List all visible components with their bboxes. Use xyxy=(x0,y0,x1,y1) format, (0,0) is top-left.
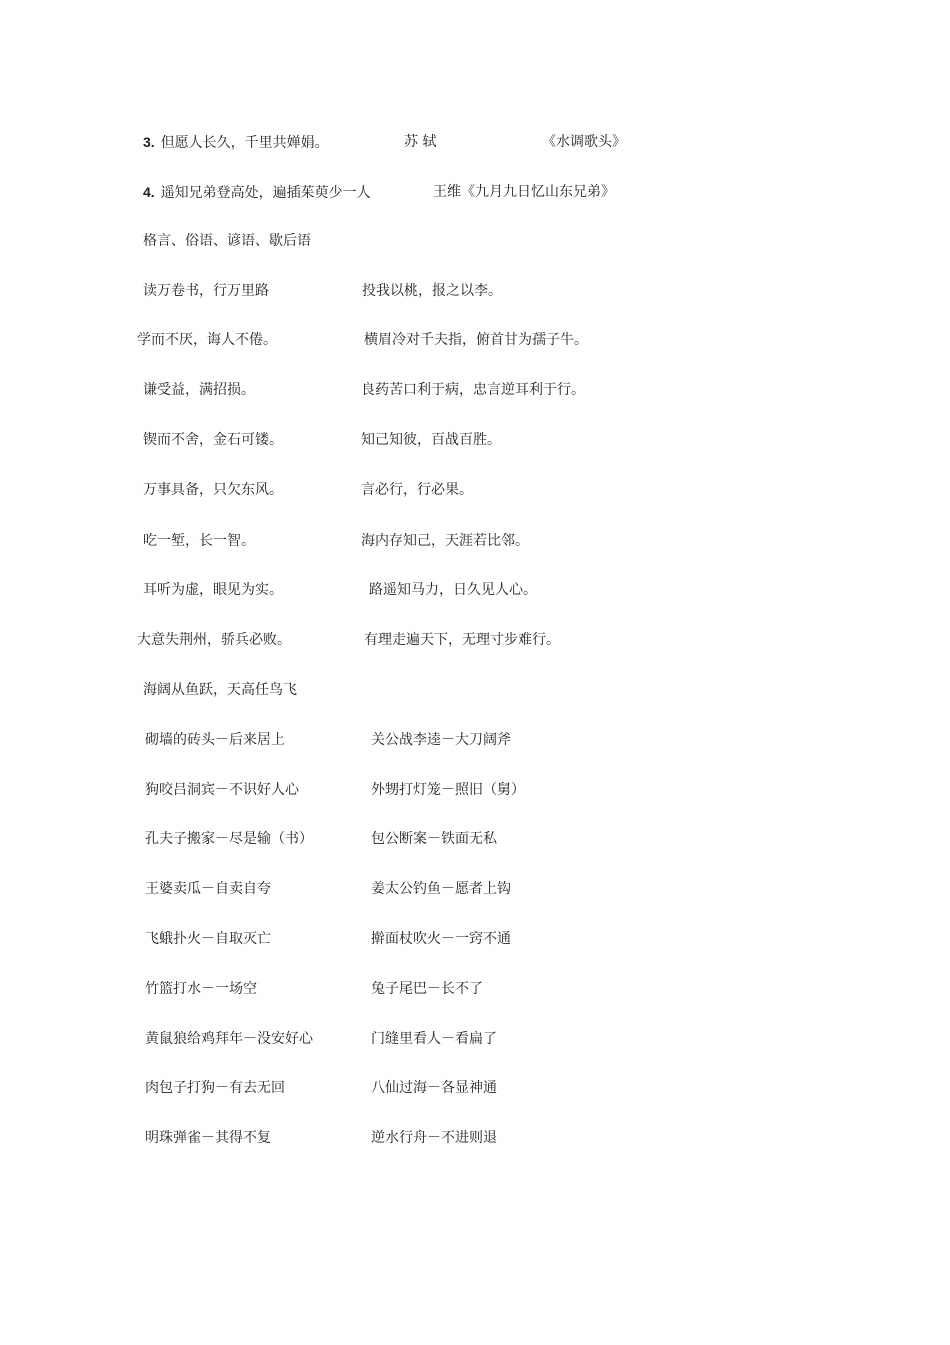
poem-text: 但愿人长久，千里共婵娟。 xyxy=(160,135,329,151)
xiehouyu-right: 外甥打灯笼－照旧（舅） xyxy=(371,782,525,798)
proverb-left: 谦受益，满招损。 xyxy=(143,382,255,398)
proverb-right: 路遥知马力，日久见人心。 xyxy=(369,582,537,598)
proverb-left: 大意失荆州，骄兵必败。 xyxy=(137,632,291,648)
proverb-left: 读万卷书，行万里路 xyxy=(143,283,269,299)
proverb-right: 言必行，行必果。 xyxy=(361,482,473,498)
poem-number: 3. xyxy=(143,134,155,150)
poem-line-3 xyxy=(143,133,329,152)
poem-text: 遥知兄弟登高处，遍插茱萸少一人 xyxy=(160,185,371,201)
poem-line-4 xyxy=(143,183,371,202)
proverb-right: 横眉冷对千夫指，俯首甘为孺子牛。 xyxy=(364,332,588,348)
proverb-right: 有理走遍天下，无理寸步难行。 xyxy=(364,632,560,648)
xiehouyu-left: 明珠弹雀－其得不复 xyxy=(145,1130,271,1146)
proverb-left: 学而不厌，诲人不倦。 xyxy=(137,332,277,348)
xiehouyu-left: 竹篮打水－一场空 xyxy=(145,981,257,997)
poem-author: 苏 轼 xyxy=(404,134,437,150)
poem-work: 《九月九日忆山东兄弟》 xyxy=(461,184,615,200)
xiehouyu-left: 黄鼠狼给鸡拜年－没安好心 xyxy=(145,1031,313,1047)
proverb-left: 耳听为虚，眼见为实。 xyxy=(143,582,283,598)
proverb-left: 海阔从鱼跃，天高任鸟飞 xyxy=(143,682,297,698)
xiehouyu-right: 八仙过海－各显神通 xyxy=(371,1080,497,1096)
xiehouyu-right: 姜太公钓鱼－愿者上钩 xyxy=(371,881,511,897)
xiehouyu-left: 飞蛾扑火－自取灭亡 xyxy=(145,931,271,947)
xiehouyu-right: 逆水行舟－不进则退 xyxy=(371,1130,497,1146)
xiehouyu-left: 孔夫子搬家－尽是输（书） xyxy=(145,831,313,847)
section-title: 格言、俗语、谚语、歇后语 xyxy=(143,233,311,249)
xiehouyu-right: 兔子尾巴－长不了 xyxy=(371,981,483,997)
proverb-right: 海内存知己，天涯若比邻。 xyxy=(361,533,529,549)
proverb-left: 万事具备，只欠东风。 xyxy=(143,482,283,498)
xiehouyu-left: 狗咬吕洞宾－不识好人心 xyxy=(145,782,299,798)
proverb-left: 锲而不舍，金石可镂。 xyxy=(143,432,283,448)
poem-author-work xyxy=(433,183,615,201)
poem-author: 王维 xyxy=(433,184,461,200)
xiehouyu-right: 关公战李逵－大刀阔斧 xyxy=(371,732,511,748)
poem-number: 4. xyxy=(143,184,155,200)
xiehouyu-left: 王婆卖瓜－自卖自夸 xyxy=(145,881,271,897)
proverb-right: 投我以桃，报之以李。 xyxy=(362,283,502,299)
xiehouyu-left: 肉包子打狗－有去无回 xyxy=(145,1080,285,1096)
xiehouyu-right: 包公断案－铁面无私 xyxy=(371,831,497,847)
proverb-left: 吃一堑，长一智。 xyxy=(143,533,255,549)
xiehouyu-left: 砌墙的砖头－后来居上 xyxy=(145,732,285,748)
proverb-right: 良药苦口利于病，忠言逆耳利于行。 xyxy=(361,382,585,398)
proverb-right: 知己知彼，百战百胜。 xyxy=(361,432,501,448)
xiehouyu-right: 擀面杖吹火－一窍不通 xyxy=(371,931,511,947)
poem-work: 《水调歌头》 xyxy=(542,134,626,150)
xiehouyu-right: 门缝里看人－看扁了 xyxy=(371,1031,497,1047)
